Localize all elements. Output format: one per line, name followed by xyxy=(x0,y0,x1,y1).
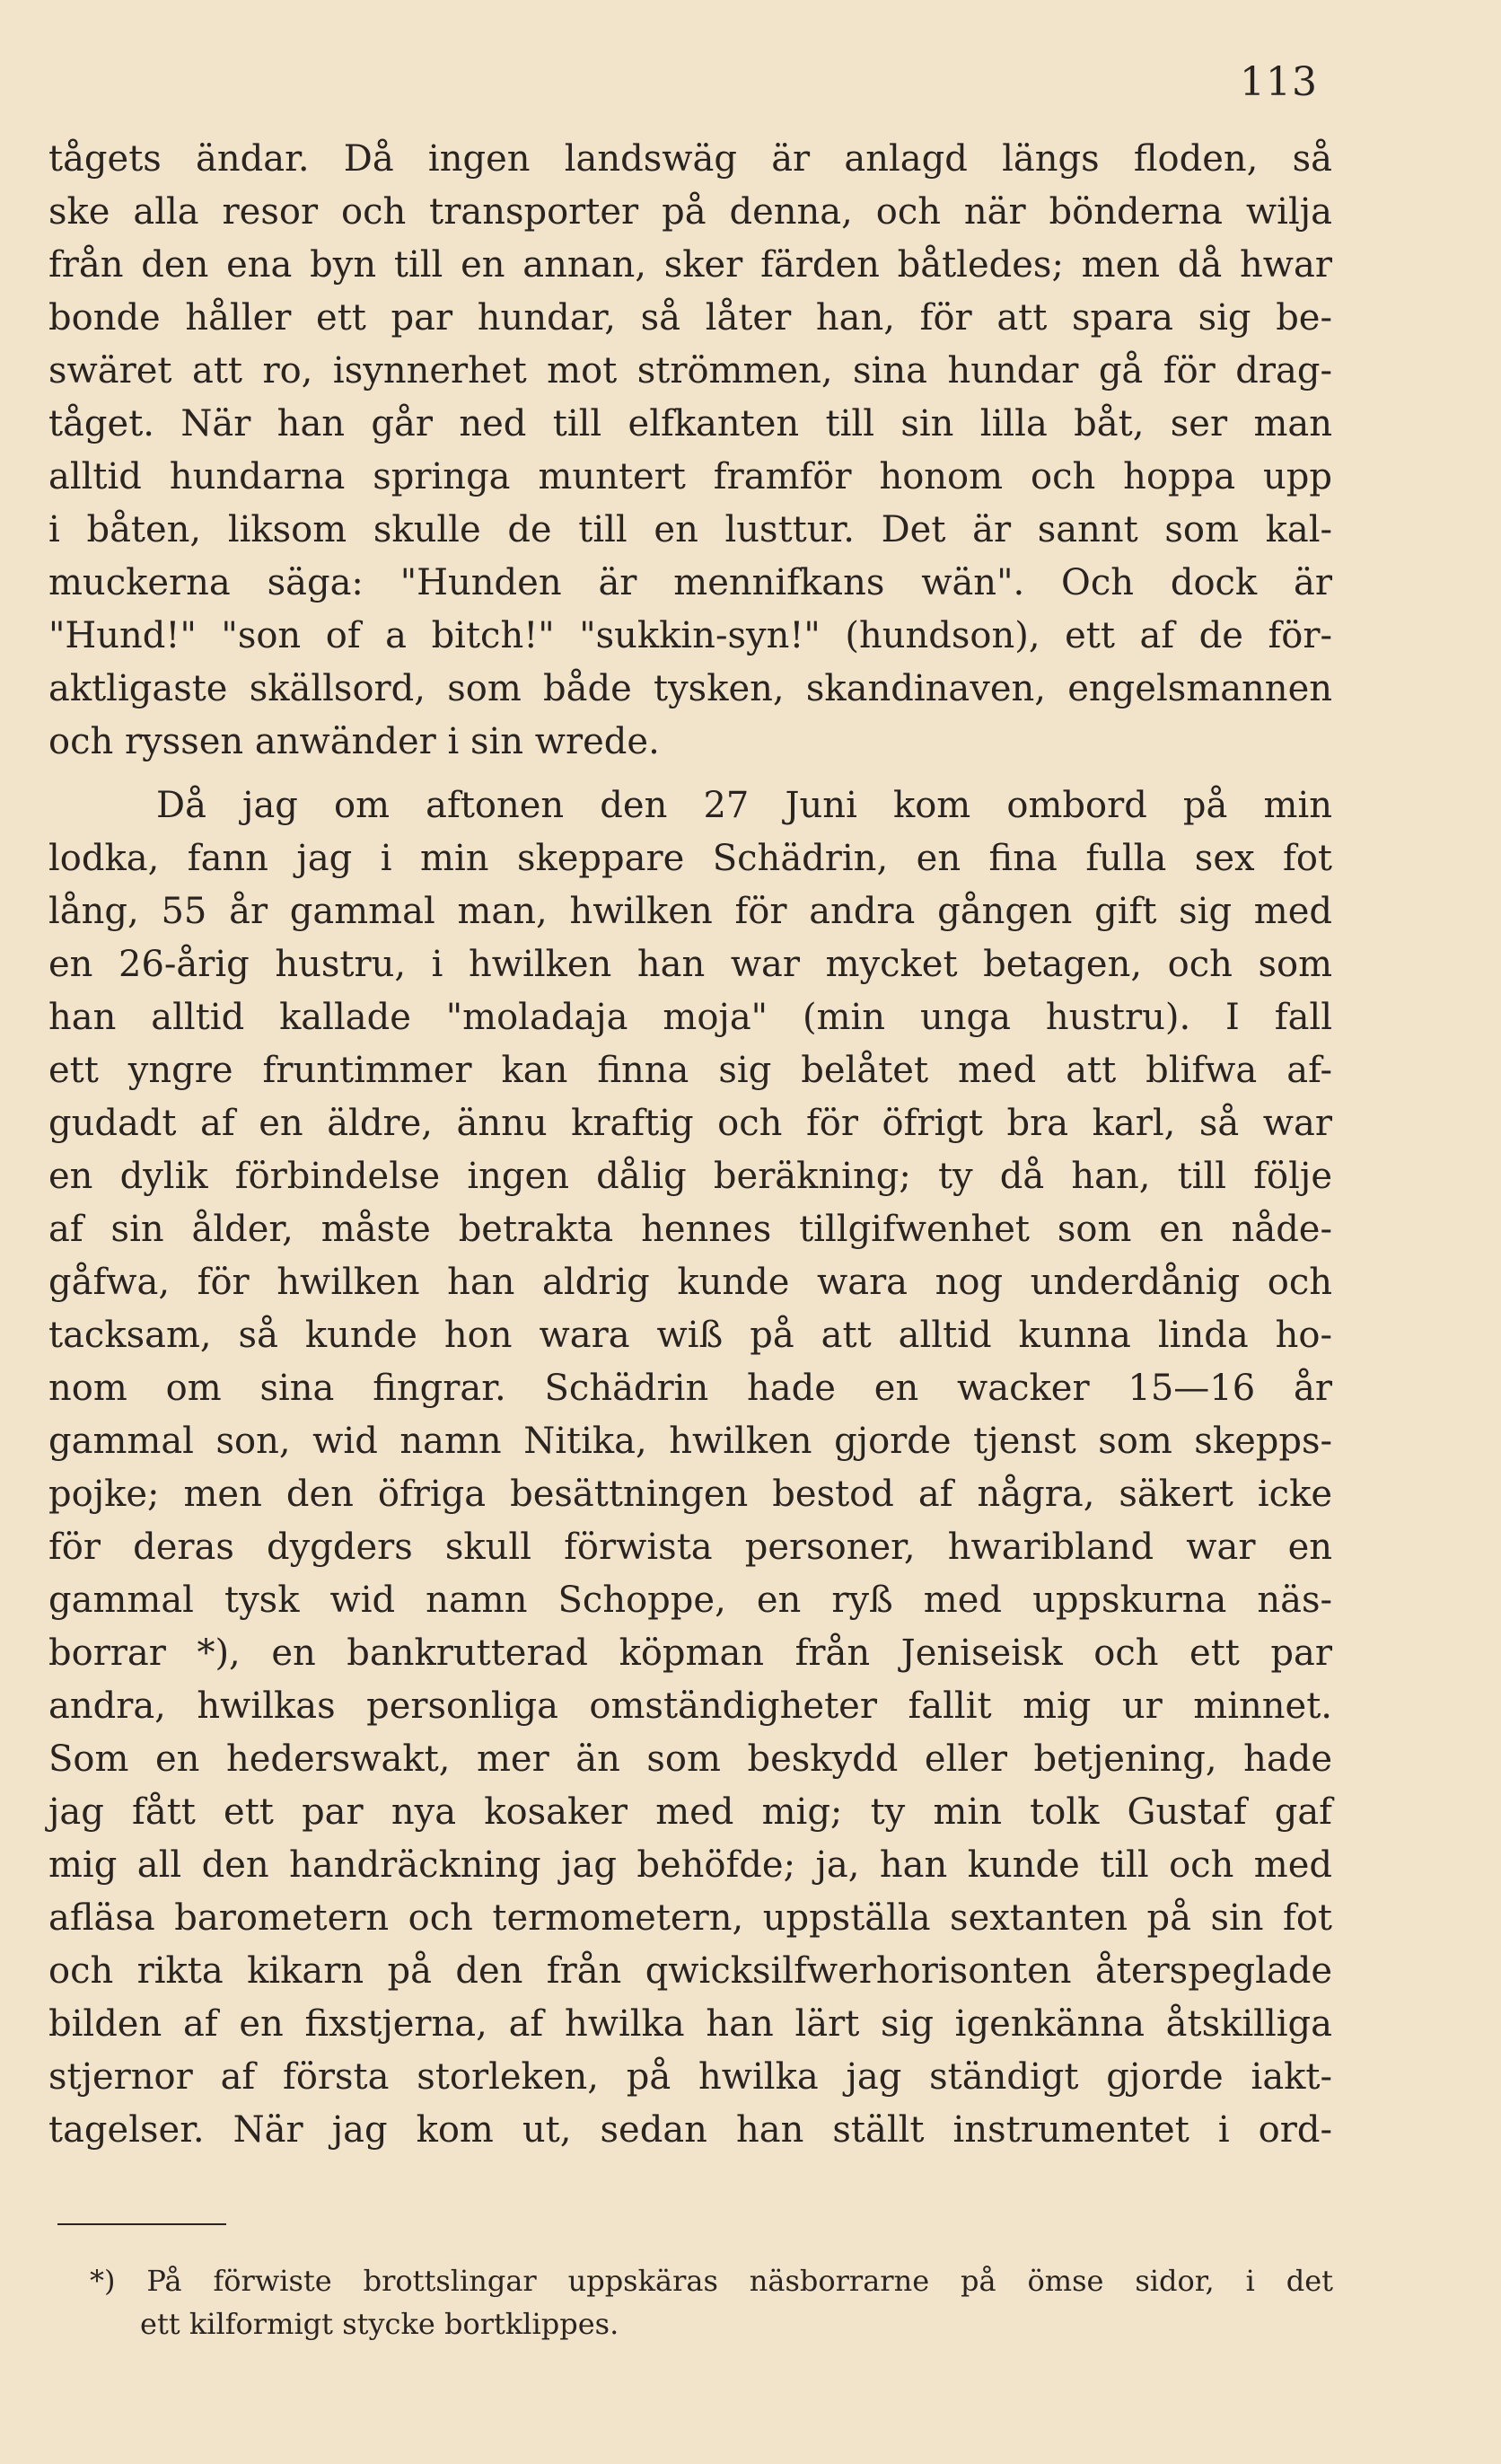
text-line: afläsa barometern och termometern, uppställa sextanten på sin fot xyxy=(48,1897,1332,1939)
text-line: han alltid kallade "moladaja moja" (min unga hustru). I fall xyxy=(48,997,1332,1038)
text-line: bilden af en fixstjerna, af hwilka han lärt sig igenkänna åtskilliga xyxy=(48,2003,1332,2045)
text-line: stjernor af första storleken, på hwilka jag ständigt gjorde iakt- xyxy=(48,2056,1332,2098)
footnote-line: *) På förwiste brottslingar uppskäras näsborrarne på ömse sidor, i det xyxy=(90,2264,1333,2298)
text-line: ett yngre fruntimmer kan finna sig belåtet med att blifwa af- xyxy=(48,1050,1332,1091)
text-line: alltid hundarna springa muntert framför honom och hoppa upp xyxy=(48,456,1332,497)
text-line-first xyxy=(48,779,1332,832)
text-line: gåfwa, för hwilken han aldrig kunde wara nog underdånig och xyxy=(48,1262,1332,1303)
paragraph-2 xyxy=(48,779,1332,2157)
text-line: borrar *), en bankrutterad köpman från Jeniseisk och ett par xyxy=(48,1632,1332,1674)
page-number: 113 xyxy=(1240,59,1318,105)
text-line: gammal son, wid namn Nitika, hwilken gjorde tjenst som skepps- xyxy=(48,1421,1332,1462)
text-line: ske alla resor och transporter på denna, och när bönderna wilja xyxy=(48,191,1332,233)
paragraph-1 xyxy=(48,133,1332,769)
footnote xyxy=(90,2259,1333,2345)
text-line: jag fått ett par nya kosaker med mig; ty min tolk Gustaf gaf xyxy=(48,1791,1332,1833)
text-line: en dylik förbindelse ingen dålig beräkning; ty då han, till följe xyxy=(48,1156,1332,1197)
text-line: en 26-årig hustru, i hwilken han war mycket betagen, och som xyxy=(48,944,1332,985)
footnote-line: ett kilformigt stycke bortklippes. xyxy=(140,2307,619,2341)
text-line: gammal tysk wid namn Schoppe, en ryß med uppskurna näs- xyxy=(48,1580,1332,1621)
text-line: för deras dygders skull förwista personer, hwaribland war en xyxy=(48,1527,1332,1568)
text-line: swäret att ro, isynnerhet mot strömmen, sina hundar gå för drag- xyxy=(48,350,1332,392)
text-line-content: Då jag om aftonen den 27 Juni kom ombord på min xyxy=(156,785,1332,826)
text-line: "Hund!" "son of a bitch!" "sukkin-syn!" (hundson), ett af de för- xyxy=(48,615,1332,656)
text-line: pojke; men den öfriga besättningen bestod af några, säkert icke xyxy=(48,1474,1332,1515)
text-line: andra, hwilkas personliga omständigheter fallit mig ur minnet. xyxy=(48,1685,1332,1727)
text-line: mig all den handräckning jag behöfde; ja, han kunde till och med xyxy=(48,1844,1332,1886)
text-line: och ryssen anwänder i sin wrede. xyxy=(48,721,660,762)
text-line: tagelser. När jag kom ut, sedan han ställt instrumentet i ord- xyxy=(48,2109,1332,2151)
text-line: aktligaste skällsord, som både tysken, skandinaven, engelsmannen xyxy=(48,668,1332,709)
body-text xyxy=(48,133,1332,2157)
text-line: lodka, fann jag i min skeppare Schädrin, en fina fulla sex fot xyxy=(48,838,1332,879)
text-line: och rikta kikarn på den från qwicksilfwerhorisonten återspeglade xyxy=(48,1950,1332,1992)
text-line: tåget. När han går ned till elfkanten till sin lilla båt, ser man xyxy=(48,403,1332,444)
footnote-divider xyxy=(57,2223,226,2225)
text-line: från den ena byn till en annan, sker färden båtledes; men då hwar xyxy=(48,244,1332,286)
text-line: lång, 55 år gammal man, hwilken för andra gången gift sig med xyxy=(48,891,1332,932)
text-line: tågets ändar. Då ingen landswäg är anlagd längs floden, så xyxy=(48,138,1332,180)
text-line: i båten, liksom skulle de till en lusttur. Det är sannt som kal- xyxy=(48,509,1332,550)
text-line: bonde håller ett par hundar, så låter han, för att spara sig be- xyxy=(48,297,1332,339)
text-line: tacksam, så kunde hon wara wiß på att alltid kunna linda ho- xyxy=(48,1315,1332,1356)
text-line: gudadt af en äldre, ännu kraftig och för öfrigt bra karl, så war xyxy=(48,1103,1332,1144)
text-line: nom om sina fingrar. Schädrin hade en wacker 15—16 år xyxy=(48,1368,1332,1409)
text-line: af sin ålder, måste betrakta hennes tillgifwenhet som en nåde- xyxy=(48,1209,1332,1250)
text-line: muckerna säga: "Hunden är mennifkans wän". Och dock är xyxy=(48,562,1332,603)
text-line: Som en hederswakt, mer än som beskydd eller betjening, hade xyxy=(48,1738,1332,1780)
